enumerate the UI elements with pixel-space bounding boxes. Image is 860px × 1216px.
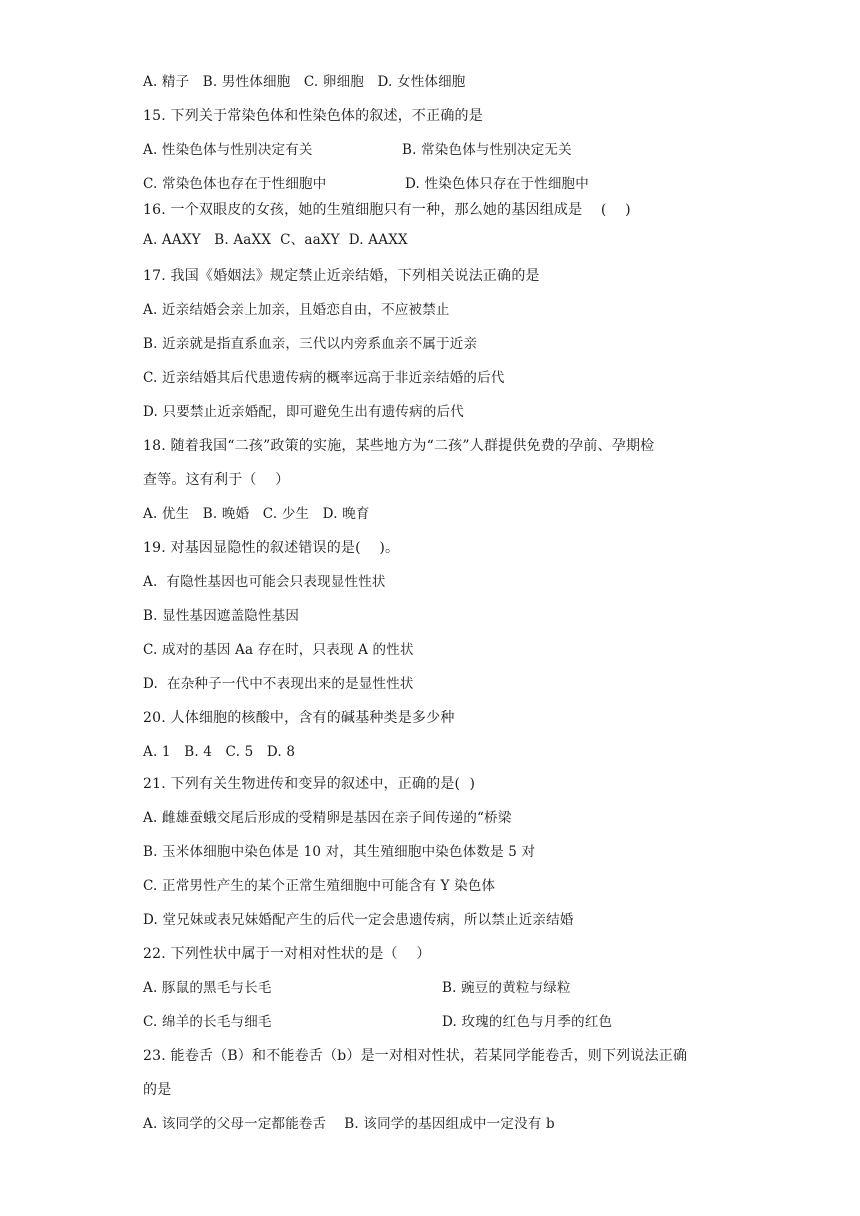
q21-option-b: B. 玉米体细胞中染色体是 10 对，其生殖细胞中染色体数是 5 对 — [143, 844, 536, 860]
q23-stem-line1: 23. 能卷舌（B）和不能卷舌（b）是一对相对性状，若某同学能卷舌，则下列说法正确 — [143, 1048, 688, 1064]
q23-stem-line2: 的是 — [143, 1082, 172, 1098]
q19-stem: 19. 对基因显隐性的叙述错误的是( )。 — [143, 540, 400, 556]
q22-stem: 22. 下列性状中属于一对相对性状的是（ ） — [143, 946, 431, 962]
q15-option-a: A. 性染色体与性别决定有关 — [143, 142, 313, 158]
q22-option-b: B. 豌豆的黄粒与绿粒 — [442, 980, 571, 996]
q21-option-d: D. 堂兄妹或表兄妹婚配产生的后代一定会患遗传病，所以禁止近亲结婚 — [143, 912, 574, 928]
q17-stem: 17. 我国《婚姻法》规定禁止近亲结婚，下列相关说法正确的是 — [143, 268, 540, 284]
q15-option-c: C. 常染色体也存在于性细胞中 — [143, 176, 327, 192]
q21-stem: 21. 下列有关生物进传和变异的叙述中，正确的是( ) — [143, 776, 476, 792]
q15-option-d: D. 性染色体只存在于性细胞中 — [405, 176, 589, 192]
q22-option-d: D. 玫瑰的红色与月季的红色 — [442, 1014, 613, 1030]
q17-option-a: A. 近亲结婚会亲上加亲，且婚恋自由，不应被禁止 — [143, 302, 450, 318]
q19-option-c: C. 成对的基因 Aa 存在时，只表现 A 的性状 — [143, 642, 414, 658]
q22-option-a: A. 豚鼠的黑毛与长毛 — [143, 980, 272, 996]
q15-stem: 15. 下列关于常染色体和性染色体的叙述，不正确的是 — [143, 108, 483, 124]
q22-option-c: C. 绵羊的长毛与细毛 — [143, 1014, 272, 1030]
q18-options: A. 优生 B. 晚婚 C. 少生 D. 晚育 — [143, 506, 370, 522]
q16-options: A. AAXY B. AaXX C、aaXY D. AAXX — [143, 232, 408, 248]
q17-option-b: B. 近亲就是指直系血亲，三代以内旁系血亲不属于近亲 — [143, 336, 478, 352]
q16-stem: 16. 一个双眼皮的女孩，她的生殖细胞只有一种，那么她的基因组成是 ( ) — [143, 202, 631, 218]
q23-options-ab: A. 该同学的父母一定都能卷舌 B. 该同学的基因组成中一定没有 b — [143, 1116, 555, 1132]
q17-option-c: C. 近亲结婚其后代患遗传病的概率远高于非近亲结婚的后代 — [143, 370, 505, 386]
q21-option-c: C. 正常男性产生的某个正常生殖细胞中可能含有 Y 染色体 — [143, 878, 496, 894]
q15-option-b: B. 常染色体与性别决定无关 — [402, 142, 572, 158]
q14-options: A. 精子 B. 男性体细胞 C. 卵细胞 D. 女性体细胞 — [143, 74, 466, 90]
q20-stem: 20. 人体细胞的核酸中，含有的碱基种类是多少种 — [143, 710, 455, 726]
q21-option-a: A. 雌雄蚕蛾交尾后形成的受精卵是基因在亲子间传递的“桥梁 — [143, 810, 512, 826]
q17-option-d: D. 只要禁止近亲婚配，即可避免生出有遗传病的后代 — [143, 404, 464, 420]
q20-options: A. 1 B. 4 C. 5 D. 8 — [143, 744, 296, 760]
q19-option-a: A. 有隐性基因也可能会只表现显性性状 — [143, 574, 386, 590]
q18-stem-line2: 查等。这有利于（ ） — [143, 472, 290, 488]
q19-option-b: B. 显性基因遮盖隐性基因 — [143, 608, 300, 624]
q19-option-d: D. 在杂种子一代中不表现出来的是显性性状 — [143, 676, 414, 692]
q18-stem-line1: 18. 随着我国“二孩”政策的实施，某些地方为“二孩”人群提供免费的孕前、孕期检 — [143, 438, 655, 454]
